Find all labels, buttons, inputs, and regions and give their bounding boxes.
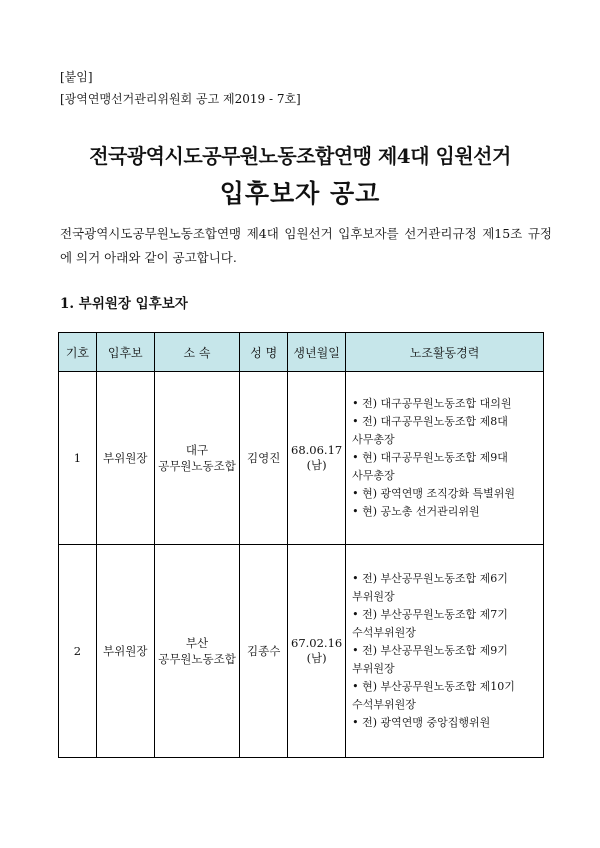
attachment-header bbox=[60, 66, 301, 110]
career-line: • 전) 부산공무원노동조합 제9기 bbox=[352, 644, 508, 657]
career-line: • 전) 대구공무원노동조합 제8대 bbox=[352, 415, 508, 428]
header-candidacy: 입후보 bbox=[96, 333, 154, 372]
career-line: • 전) 부산공무원노동조합 제7기 bbox=[352, 608, 508, 621]
career-line: 사무총장 bbox=[352, 469, 395, 482]
candidate-affiliation bbox=[154, 545, 240, 758]
candidate-birthdate bbox=[288, 372, 346, 545]
candidate-career bbox=[346, 545, 544, 758]
table-row bbox=[59, 372, 544, 545]
career-line: 부위원장 bbox=[352, 662, 395, 675]
candidate-career bbox=[346, 372, 544, 545]
candidate-number: 2 bbox=[59, 545, 97, 758]
affiliation-region: 부산 bbox=[185, 636, 209, 650]
candidate-number: 1 bbox=[59, 372, 97, 545]
career-line: • 현) 공노총 선거관리위원 bbox=[352, 505, 480, 518]
document-subtitle: 입후보자 공고 bbox=[219, 179, 381, 208]
career-line: 사무총장 bbox=[352, 433, 395, 446]
header-name: 성 명 bbox=[240, 333, 288, 372]
candidate-table bbox=[58, 332, 544, 758]
candidate-affiliation bbox=[154, 372, 240, 545]
header-affiliation: 소 속 bbox=[154, 333, 240, 372]
candidate-name: 김종수 bbox=[240, 545, 288, 758]
birthdate-value: 67.02.16 bbox=[291, 636, 343, 650]
career-line: • 현) 광역연맹 조직강화 특별위원 bbox=[352, 487, 515, 500]
affiliation-union: 공무원노동조합 bbox=[158, 652, 236, 666]
header-birthdate: 생년월일 bbox=[288, 333, 346, 372]
document-title: 전국광역시도공무원노동조합연맹 제4대 임원선거 bbox=[89, 144, 511, 168]
header-number: 기호 bbox=[59, 333, 97, 372]
intro-paragraph: 전국광역시도공무원노동조합연맹 제4대 임원선거 입후보자를 선거관리규정 제15조 규정에 의거 아래와 같이 공고합니다. bbox=[60, 226, 552, 265]
gender-value: (남) bbox=[306, 651, 327, 665]
attachment-label: [붙임] bbox=[60, 70, 93, 84]
section-heading: 1. 부위원장 입후보자 bbox=[60, 296, 188, 312]
affiliation-region: 대구 bbox=[185, 443, 209, 457]
career-line: 부위원장 bbox=[352, 590, 395, 603]
candidate-position: 부위원장 bbox=[96, 545, 154, 758]
career-line: • 전) 대구공무원노동조합 대의원 bbox=[352, 397, 512, 410]
affiliation-union: 공무원노동조합 bbox=[158, 459, 236, 473]
candidate-birthdate bbox=[288, 545, 346, 758]
header-career: 노조활동경력 bbox=[346, 333, 544, 372]
table-row bbox=[59, 545, 544, 758]
career-line: 수석부위원장 bbox=[352, 626, 416, 639]
career-line: 수석부위원장 bbox=[352, 698, 416, 711]
career-line: • 현) 부산공무원노동조합 제10기 bbox=[352, 680, 515, 693]
candidate-position: 부위원장 bbox=[96, 372, 154, 545]
table-header-row bbox=[59, 333, 544, 372]
career-line: • 전) 광역연맹 중앙집행위원 bbox=[352, 716, 491, 729]
notice-number: [광역연맹선거관리위원회 공고 제2019 - 7호] bbox=[60, 92, 301, 106]
gender-value: (남) bbox=[306, 458, 327, 472]
birthdate-value: 68.06.17 bbox=[291, 443, 343, 457]
candidate-name: 김영진 bbox=[240, 372, 288, 545]
career-line: • 전) 부산공무원노동조합 제6기 bbox=[352, 572, 508, 585]
career-line: • 현) 대구공무원노동조합 제9대 bbox=[352, 451, 508, 464]
